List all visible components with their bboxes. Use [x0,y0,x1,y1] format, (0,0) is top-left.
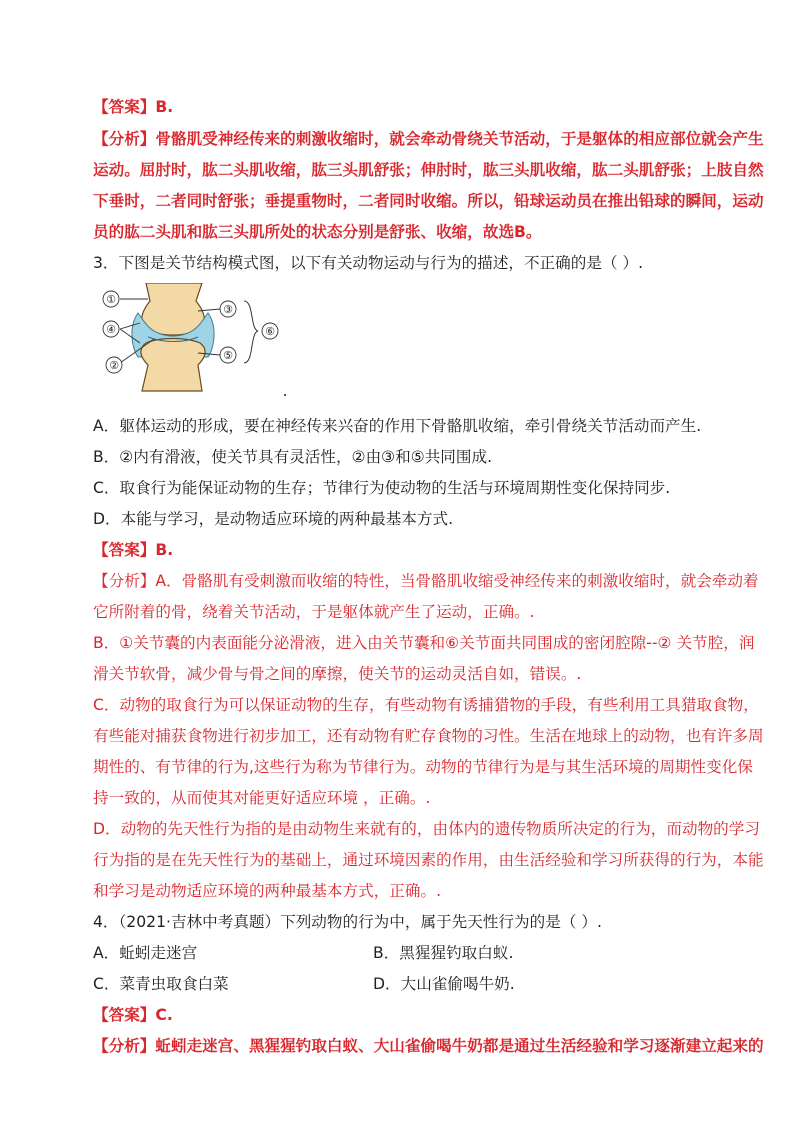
q4-option-d: D．大山雀偷喝牛奶. [373,975,515,993]
q4-option-a: A．蚯蚓走迷宫 [93,944,198,962]
q4-analysis-line: 【分析】蚯蚓走迷宫、黑猩猩钓取白蚁、大山雀偷喝牛奶都是通过生活经验和学习逐渐建立起来的 [93,1037,764,1055]
label-6: ⑥ [265,325,275,338]
q2-analysis-line: 员的肱二头肌和肱三头肌所处的状态分别是舒张、收缩，故选B。 [93,223,542,241]
q4-answer: 【答案】C. [93,1006,173,1024]
q4-option-c: C．菜青虫取食白菜 [93,975,229,993]
q3-analysis-line: 持一致的，从而使其对能更好适应环境 ，正确。. [93,789,431,807]
q4-option-b: B．黑猩猩钓取白蚁. [373,944,514,962]
q3-analysis-line: C．动物的取食行为可以保证动物的生存，有些动物有诱捕猎物的手段，有些利用工具猎取食物， [93,696,759,714]
q2-analysis-line: 下垂时，二者同时舒张；垂提重物时，二者同时收缩。所以，铅球运动员在推出铅球的瞬间，运动 [93,192,764,210]
q2-answer: 【答案】B. [93,98,174,116]
label-1: ① [106,293,116,306]
q3-analysis-line: 期性的、有节律的行为,这些行为称为节律行为。动物的节律行为是与其生活环境的周期性变化保 [93,758,753,776]
label-3: ③ [223,303,233,316]
q3-analysis-line: 和学习是动物适应环境的两种最基本方式，正确。. [93,882,442,900]
label-2: ② [109,359,119,372]
q3-analysis-line: 有些能对捕获食物进行初步加工，还有动物有贮存食物的习性。生活在地球上的动物，也有许多周 [93,727,764,745]
q2-analysis-line: 【分析】骨骼肌受神经传来的刺激收缩时，就会牵动骨绕关节活动，于是躯体的相应部位就会产生 [93,130,764,148]
q2-analysis-line: 运动。屈肘时，肱二头肌收缩，肱三头肌舒张；伸肘时，肱三头肌收缩，肱二头肌舒张；上肢自然 [93,161,764,179]
q3-option-d: D．本能与学习，是动物适应环境的两种最基本方式. [93,510,454,528]
q3-option-b: B．②内有滑液，使关节具有灵活性，②由③和⑤共同围成. [93,448,493,466]
q3-option-a: A．躯体运动的形成，要在神经传来兴奋的作用下骨骼肌收缩，牵引骨绕关节活动而产生. [93,417,702,435]
q3-analysis-line: 行为指的是在先天性行为的基础上，通过环境因素的作用，由生活经验和学习所获得的行为，本能 [93,851,764,869]
stray-dot [284,394,286,396]
label-5: ⑤ [223,349,233,362]
q3-answer: 【答案】B. [93,541,174,559]
q3-question: 3．下图是关节结构模式图，以下有关动物运动与行为的描述，不正确的是（ ）. [93,254,644,272]
q3-analysis-line: B．①关节囊的内表面能分泌滑液，进入由关节囊和⑥关节面共同围成的密闭腔隙--② 关节腔，润 [93,634,755,652]
q3-analysis-line: 它所附着的骨，绕着关节活动，于是躯体就产生了运动，正确。. [93,603,535,621]
q3-analysis-line: D．动物的先天性行为指的是由动物生来就有的，由体内的遗传物质所决定的行为，而动物的学习 [93,820,760,838]
q3-analysis-line: 滑关节软骨，减少骨与骨之间的摩擦，使关节的运动灵活自如，错误。. [93,665,582,683]
joint-structure-diagram [98,283,298,393]
q4-question: 4．（2021·吉林中考真题）下列动物的行为中，属于先天性行为的是（ ）. [93,913,602,931]
q3-option-c: C．取食行为能保证动物的生存；节律行为使动物的生活与环境周期性变化保持同步. [93,479,671,497]
q3-analysis-line: 【分析】A．骨骼肌有受刺激而收缩的特性，当骨骼肌收缩受神经传来的刺激收缩时，就会牵动着 [93,572,759,590]
label-4: ④ [106,323,116,336]
joint-diagram-svg [98,283,298,393]
